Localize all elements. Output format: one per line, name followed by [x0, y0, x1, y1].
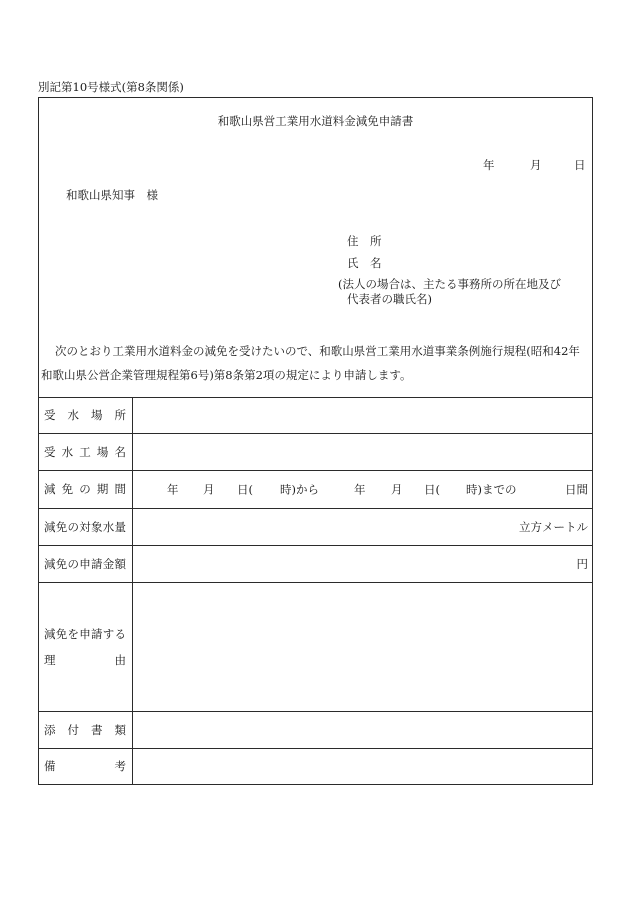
amount-label-cell — [39, 546, 133, 582]
receiving-location-label — [44, 408, 126, 423]
label-char: 受 — [44, 408, 56, 422]
label-char: 期 — [96, 482, 109, 496]
period-start-hour: 時)から — [280, 482, 319, 496]
reason-label-cell — [39, 583, 133, 711]
attachments-field — [133, 712, 592, 748]
amount-unit: 円 — [576, 556, 588, 571]
remarks-label — [44, 759, 126, 774]
label-char: 水 — [67, 408, 79, 422]
remarks-label-cell — [39, 749, 133, 784]
table-row-attachments — [39, 712, 592, 749]
amount-field — [133, 546, 592, 582]
amount-label — [44, 557, 126, 572]
label-char: 減 — [44, 556, 56, 571]
period-label-cell — [39, 471, 133, 508]
water-volume-label — [44, 520, 126, 535]
addressee: 和歌山県知事 様 — [66, 188, 158, 202]
period-start-month: 月 — [203, 482, 215, 496]
table-row-receiving-factory — [39, 434, 592, 471]
remarks-field — [133, 749, 592, 784]
table-row-receiving-location — [39, 398, 592, 434]
label-char: 減 — [44, 627, 56, 641]
label-char: 免 — [55, 556, 68, 571]
period-end-hour: 時)までの — [466, 482, 517, 496]
label-char: 金 — [102, 556, 115, 571]
label-char: 考 — [114, 759, 126, 773]
receiving-factory-label-cell — [39, 434, 133, 470]
period-end-day: 日( — [424, 482, 440, 496]
label-char: 書 — [91, 722, 103, 737]
table-row-amount — [39, 546, 592, 583]
water-volume-field — [133, 509, 592, 545]
label-char: 額 — [114, 556, 126, 571]
table-row-reason — [39, 583, 592, 712]
attachments-label — [44, 723, 126, 738]
statement-line2: 和歌山県公営企業管理規程第6号)第8条第2項の規定により申請します。 — [41, 368, 412, 382]
label-char: 象 — [91, 519, 103, 534]
label-char: 場 — [96, 444, 109, 459]
label-char: 免 — [55, 519, 68, 534]
reason-field — [133, 583, 592, 711]
receiving-location-label-cell — [39, 398, 133, 433]
label-char: 免 — [61, 482, 74, 496]
period-end-month: 月 — [391, 482, 403, 496]
form-title: 和歌山県営工業用水道料金減免申請書 — [217, 114, 414, 128]
label-char: 場 — [91, 408, 103, 422]
label-char: 添 — [44, 722, 56, 737]
label-char: 免 — [55, 627, 68, 641]
label-char: 理 — [44, 653, 56, 667]
label-char: 対 — [79, 519, 91, 534]
applicant-name-label: 氏 名 — [347, 256, 382, 270]
label-char: の — [67, 519, 79, 534]
water-volume-label-cell — [39, 509, 133, 545]
label-char: 類 — [114, 722, 126, 737]
label-char: 間 — [114, 482, 126, 496]
label-char: を — [67, 627, 79, 641]
date-day-label: 日 — [574, 158, 586, 172]
label-char: 水 — [102, 519, 115, 534]
label-char: 水 — [61, 444, 74, 459]
label-char: 申 — [79, 627, 91, 641]
statement-line1: 次のとおり工業用水道料金の減免を受けたいので、和歌山県営工業用水道事業条例施行規程(昭和42年 — [55, 344, 580, 358]
table-row-period — [39, 471, 592, 509]
application-table — [39, 397, 592, 784]
label-char: 減 — [44, 482, 56, 496]
label-char: る — [114, 627, 126, 641]
application-form — [38, 97, 593, 785]
reason-label-line1 — [44, 621, 126, 647]
table-row-water-volume — [39, 509, 592, 546]
period-start-year: 年 — [167, 482, 179, 496]
table-row-remarks — [39, 749, 592, 784]
label-char: 名 — [114, 444, 126, 459]
label-char: 量 — [114, 519, 126, 534]
period-days: 日間 — [565, 482, 588, 496]
receiving-factory-label — [44, 445, 126, 460]
label-char: 由 — [114, 653, 126, 667]
period-start-day: 日( — [237, 482, 253, 496]
period-field — [133, 471, 592, 508]
date-year-label: 年 — [483, 158, 495, 172]
label-char: 減 — [44, 519, 56, 534]
label-char: 工 — [79, 444, 91, 459]
attachments-label-cell — [39, 712, 133, 748]
label-char: 請 — [91, 556, 103, 571]
period-label — [44, 482, 126, 497]
receiving-factory-field — [133, 434, 592, 470]
label-char: 備 — [44, 759, 56, 773]
form-number: 別記第10号様式(第8条関係) — [38, 80, 184, 94]
label-char: 申 — [79, 556, 91, 571]
label-char: 受 — [44, 444, 56, 459]
period-end-year: 年 — [354, 482, 366, 496]
label-char: 付 — [67, 722, 79, 737]
label-char: の — [79, 482, 91, 496]
date-month-label: 月 — [530, 158, 542, 172]
water-volume-unit: 立方メートル — [519, 519, 588, 534]
label-char: 請 — [91, 627, 103, 641]
label-char: 所 — [114, 408, 126, 422]
label-char: の — [67, 556, 79, 571]
applicant-note-line2: 代表者の職氏名) — [347, 292, 432, 306]
applicant-address-label: 住 所 — [347, 234, 382, 248]
reason-label-line2 — [44, 647, 126, 673]
receiving-location-field — [133, 398, 592, 433]
applicant-note-line1: (法人の場合は、主たる事務所の所在地及び — [338, 277, 561, 291]
label-char: す — [102, 627, 115, 641]
